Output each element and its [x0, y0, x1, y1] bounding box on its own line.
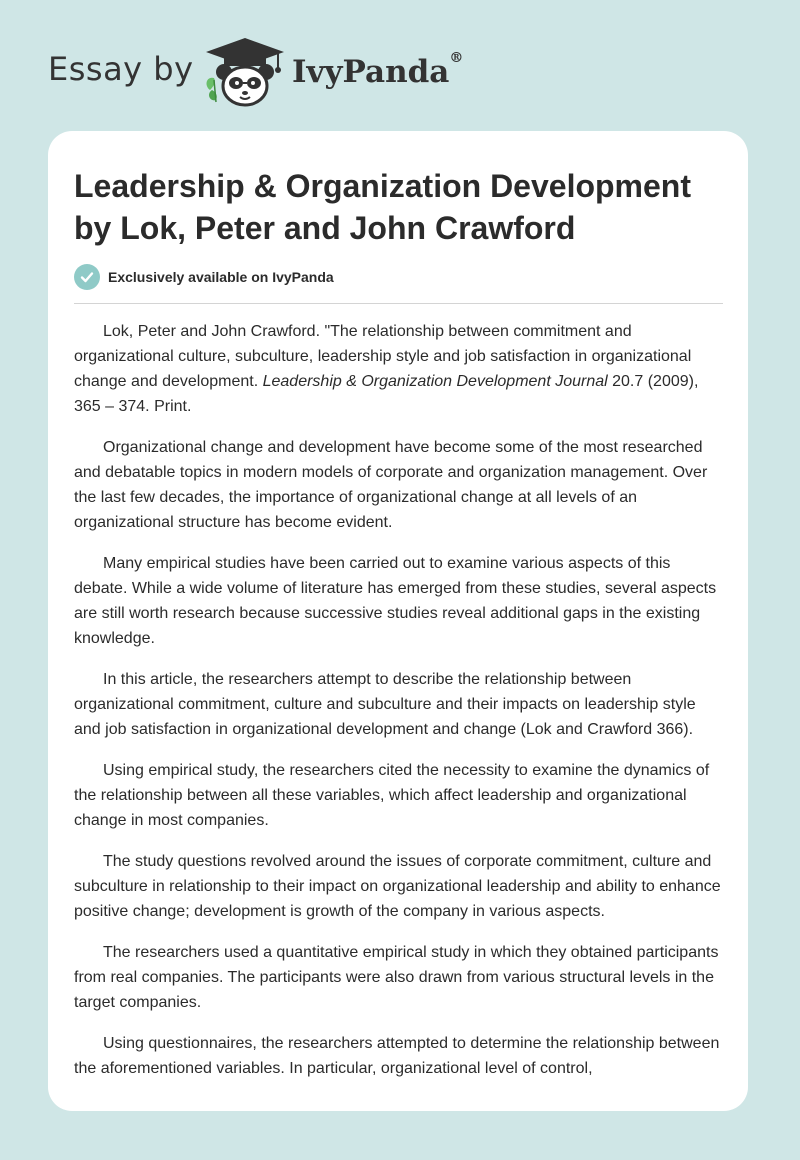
citation-paragraph: [74, 319, 724, 419]
essay-card: [48, 131, 748, 1111]
title-line-2: by Lok, Peter and John Crawford: [74, 210, 576, 246]
citation-details: 20.7 (2009), 365 – 374. Print.: [74, 373, 699, 415]
check-icon: [74, 264, 100, 290]
journal-title: Leadership & Organization Development Journal: [262, 373, 608, 390]
registered-mark: ®: [449, 50, 464, 66]
title-line-1: Leadership & Organization Development: [74, 168, 691, 204]
body-paragraph: The study questions revolved around the issues of corporate commitment, culture and subculture in relationship to their impact on organizational leadership and ability to enhance positive change; development is growth of the company in various aspects.: [74, 853, 721, 920]
divider: [74, 303, 723, 304]
essay-by-label: Essay by: [48, 50, 194, 88]
body-paragraph: Organizational change and development have become some of the most researched and debatable topics in modern models of corporate and organization management. Over the last few decades, the importance of organizational change at all levels of an organizational structure has become evident.: [74, 439, 708, 531]
body-paragraph: The researchers used a quantitative empirical study in which they obtained participants from real companies. The participants were also drawn from various structural levels in the target companies.: [74, 944, 719, 1011]
exclusive-badge: [74, 263, 334, 291]
body-paragraph: Using questionnaires, the researchers attempted to determine the relationship between the aforementioned variables. In particular, organizational level of control,: [74, 1035, 720, 1077]
body-paragraph: In this article, the researchers attempt to describe the relationship between organizational commitment, culture and subculture and their impacts on leadership style and job satisfaction in organizational development and change (Lok and Crawford 366).: [74, 671, 696, 738]
essay-title: [74, 165, 734, 249]
exclusive-label: Exclusively available on IvyPanda: [108, 269, 334, 285]
body-paragraph: Using empirical study, the researchers cited the necessity to examine the dynamics of the relationship between all these variables, which affect leadership and organizational change in most companies.: [74, 762, 710, 829]
site-header: [0, 0, 800, 120]
essay-body: [74, 319, 724, 1097]
panda-logo-icon[interactable]: [200, 36, 290, 108]
body-paragraph: Many empirical studies have been carried out to examine various aspects of this debate. While a wide volume of literature has emerged from these studies, several aspects are still worth research because successive studies reveal additional gaps in the existing knowledge.: [74, 555, 717, 647]
citation-text: Lok, Peter and John Crawford. "The relationship between commitment and organizational culture, subculture, leadership style and job satisfaction in organizational change and development.: [74, 323, 692, 390]
brand-name[interactable]: IvyPanda®: [292, 50, 464, 90]
